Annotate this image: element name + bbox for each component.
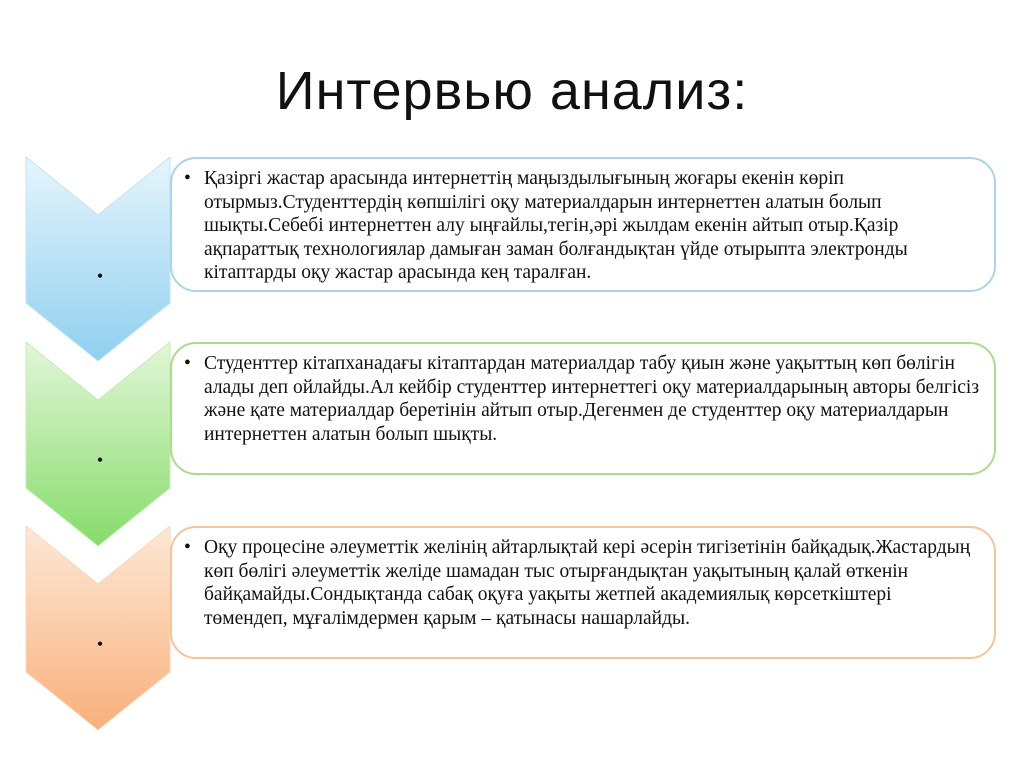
- chevron-step-3: [26, 526, 170, 730]
- step-2-text: Студенттер кітапханадағы кітаптардан материалдар табу қиын және уақыттың көп бөлігін алады деп ойлайды.Ал кейбір студенттер интернеттегі оқу материалдарының авторы белгісіз және қате материалдар беретінін айтып отыр.Дегенмен де студенттер оқу материалдарын интернеттен алатын болып шықты.: [204, 353, 980, 445]
- chevron-step-2: [26, 342, 170, 546]
- chevron-bullet-1: •: [96, 266, 104, 286]
- list-bullet: •: [184, 537, 191, 558]
- step-1-box: [170, 157, 996, 292]
- chevron-step-1: [26, 157, 170, 361]
- chevron-bullet-2: •: [96, 450, 104, 470]
- chevron-bullet-3: •: [96, 634, 104, 654]
- list-bullet: •: [184, 353, 191, 374]
- slide-title: Интервью анализ:: [275, 61, 749, 121]
- step-3-text: Оқу процесіне әлеуметтік желінің айтарлықтай кері әсерін тигізетінін байқадық.Жастардың көп бөлігі әлеуметтік желіде шамадан тыс отырғандықтан уақытының қалай өткенін байқамайды.Сондықтанда сабақ оқуға уақыты жетпей академиялық көрсеткіштері төмендеп, мұғалімдермен қарым – қатынасы нашарлайды.: [204, 537, 971, 629]
- list-bullet: •: [184, 168, 191, 189]
- step-1-text: Қазіргі жастар арасында интернеттің маңыздылығының жоғары екенін көріп отырмыз.Студенттердің көпшілігі оқу материалдарын интернеттен алатын болып шықты.Себебі интернеттен алу ыңғайлы,тегін,әрі жылдам екенін айтып отыр.Қазір ақпараттық технологиялар дамыған заман болғандықтан үйде отырыпта электронды кітаптарды оқу жастар арасында кең таралған.: [204, 168, 908, 283]
- step-3-box: [170, 526, 996, 659]
- step-2-box: [170, 342, 996, 475]
